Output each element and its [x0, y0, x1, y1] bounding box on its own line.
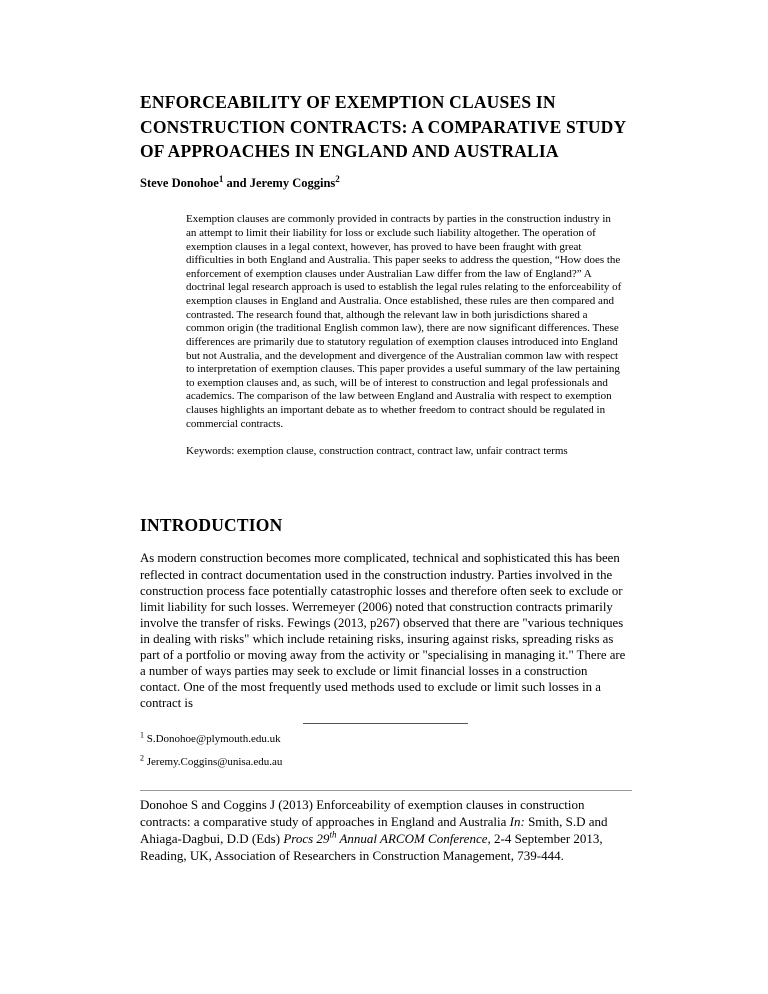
- authors-connector: and: [223, 176, 250, 191]
- author-name-2: Jeremy Coggins: [249, 176, 336, 191]
- abstract-text: Exemption clauses are commonly provided in contracts by parties in the construction industry in an attempt to limit their liability for loss or exclude such liability altogether. The operation of exemption clauses in a legal context, however, has proved to have been fraught with great difficulties in both England and Australia. This paper seeks to address the question, “How does the enforcement of exemption clauses under Australian Law differ from the law of England?” A doctrinal legal research approach is used to establish the legal rules relating to the enforceability of exemption clauses in England and Australia. Once established, these rules are then compared and contrasted. The research found that, although the relevant law in both jurisdictions shared a common origin (the traditional English common law), there are now significant differences. These differences are primarily due to statutory regulation of exemption clauses introduced into England but not Australia, and the development and divergence of the Australian common law with respect to interpretation of exemption clauses. This paper provides a useful summary of the law pertaining to exemption clauses and, as such, will be of interest to construction and legal professionals and academics. The comparison of the law between England and Australia with respect to exemption clauses highlights an important debate as to whether freedom to contract should be regulated in commercial contracts.: [186, 213, 622, 430]
- citation-separator: [140, 790, 632, 791]
- footnote-1-email: S.Donohoe@plymouth.edu.uk: [146, 733, 281, 746]
- author-footnote-marker-2: 2: [335, 174, 340, 185]
- footnote-2-email: Jeremy.Coggins@unisa.edu.au: [146, 756, 283, 769]
- citation-text-2: Smith, S.D and Ahiaga-Dagbui, D.D (Eds): [140, 813, 608, 846]
- citation: [140, 797, 630, 865]
- keywords-text: Keywords: exemption clause, construction contract, contract law, unfair contract terms: [186, 445, 568, 458]
- citation-text-1: Donohoe S and Coggins J (2013) Enforceability of exemption clauses in construction contracts: a comparative study of approaches in England and Australia: [140, 796, 585, 829]
- citation-italic-in: In:: [509, 813, 525, 829]
- footnote-1-marker: 1: [140, 730, 144, 740]
- intro-paragraph: As modern construction becomes more complicated, technical and sophisticated this has been reflected in contract documentation used in the construction industry. Parties involved in the construction process face potentially catastrophic losses and therefore often seek to exclude or limit liability for such losses. Werremeyer (2006) noted that construction contracts primarily involve the transfer of risks. Fewings (2013, p267) observed that there are "various techniques in dealing with risks" which include retaining risks, insuring against risks, spreading risks as part of a portfolio or moving away from the activity or "specialising in managing it." There are a number of ways parties may seek to exclude or limit financial losses in a construction contact. One of the most frequently used methods used to exclude or limit such losses in a contract is: [140, 551, 626, 711]
- citation-proceedings-title-start: Procs 29: [283, 830, 330, 846]
- footnote-2-marker: 2: [140, 753, 144, 763]
- footnote-2: [140, 753, 630, 770]
- page-title: ENFORCEABILITY OF EXEMPTION CLAUSES IN CONSTRUCTION CONTRACTS: A COMPARATIVE STUDY OF APPROACHES IN ENGLAND AND AUSTRALIA: [140, 91, 626, 162]
- author-footnote-marker-1: 1: [218, 174, 224, 185]
- authors-line: [140, 176, 630, 191]
- citation-proceedings-title-end: Annual ARCOM Conference,: [336, 830, 491, 846]
- footnote-1: [140, 730, 630, 747]
- citation-ordinal-superscript: th: [329, 829, 337, 840]
- author-name-1: Steve Donohoe: [140, 176, 219, 191]
- citation-text-3: 2-4 September 2013, Reading, UK, Association of Researchers in Construction Management, 739-444.: [140, 830, 603, 863]
- section-heading-introduction: INTRODUCTION: [140, 514, 283, 535]
- citation-block: [140, 790, 630, 865]
- footnote-separator: [303, 723, 468, 724]
